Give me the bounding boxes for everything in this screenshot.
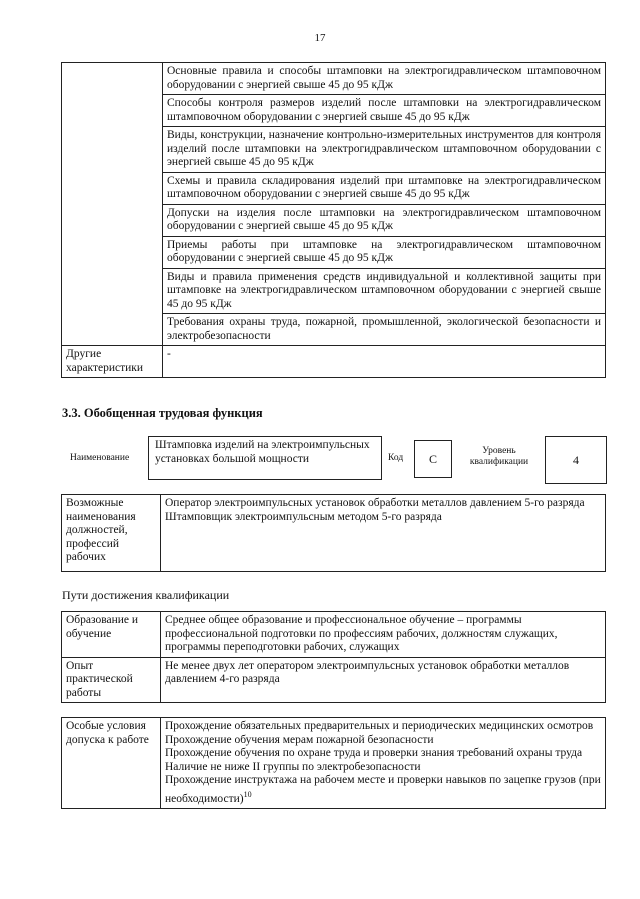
positions-label: Возможные наименования должностей, профессий рабочих [62,495,161,572]
condition-item-text: Прохождение инструктажа на рабочем месте и проверки навыков по зацепке грузов (при необходимости) [165,774,601,805]
table-row [62,657,606,703]
table-cell-empty [62,63,163,346]
name-label: Наименование [70,453,130,463]
table-cell: Схемы и правила складирования изделий при штамповке на электрогидравлическом штамповочном оборудовании с энергией свыше 45 до 95 кДж [163,172,606,204]
table-cell: Виды и правила применения средств индивидуальной и коллективной защиты при штамповке на электрогидравлическом штамповочном оборудовании с энергией свыше 45 до 95 кДж [163,268,606,314]
qualification-paths-title: Пути достижения квалификации [62,588,230,602]
education-value: Среднее общее образование и профессиональное обучение – программы профессиональной подготовки по профессиям рабочих, должностям служащих, программы переподготовки рабочих, служащих [161,612,606,658]
condition-item: Прохождение обучения по охране труда и проверки знания требований охраны труда [165,747,583,759]
positions-values [161,495,606,572]
experience-value: Не менее двух лет оператором электроимпульсных установок обработки металлов давлением 4-го разряда [161,657,606,703]
condition-item: Наличие не ниже II группы по электробезопасности [165,760,421,773]
table-cell: Виды, конструкции, назначение контрольно-измерительных инструментов для контроля изделий после штамповки на электрогидравлическом штамповочном оборудовании с энергией свыше 45 до 95 кДж [163,127,606,173]
other-characteristics-value: - [163,346,606,378]
page-number: 17 [314,32,326,44]
level-box: 4 [545,436,607,484]
position-item: Штамповщик электроимпульсным методом 5-го разряда [165,510,442,523]
education-label: Образование и обучение [62,612,161,658]
table-cell: Приемы работы при штамповке на электрогидравлическом штамповочном оборудовании с энергией свыше 45 до 95 кДж [163,236,606,268]
other-characteristics-label: Другие характеристики [62,346,163,378]
table-row [62,718,606,809]
table-row [62,346,606,378]
position-item: Оператор электроимпульсных установок обработки металлов давлением 5-го разряда [165,497,585,509]
special-conditions-label: Особые условия допуска к работе [62,718,161,809]
table-row [62,612,606,658]
table-cell: Требования охраны труда, пожарной, промышленной, экологической безопасности и электробезопасности [163,314,606,346]
condition-item: Прохождение обучения мерам пожарной безопасности [165,733,434,746]
special-conditions-table [61,717,606,809]
experience-label: Опыт практической работы [62,657,161,703]
section-title: 3.3. Обобщенная трудовая функция [62,406,263,420]
knowledge-table [61,62,606,378]
table-cell: Основные правила и способы штамповки на электрогидравлическом штамповочном оборудовании с энергией свыше 45 до 95 кДж [163,63,606,95]
qualification-table [61,611,606,703]
table-row [62,63,606,95]
condition-item: Прохождение обязательных предварительных и периодических медицинских осмотров [165,720,594,732]
footnote-marker: 10 [243,789,252,799]
special-conditions-values [161,718,606,809]
condition-item [165,774,601,806]
positions-table [61,494,606,572]
table-cell: Способы контроля размеров изделий после штамповки на электрогидравлическом штамповочном оборудовании с энергией свыше 45 до 95 кДж [163,95,606,127]
level-label: Уровень квалификации [469,446,529,467]
code-label: Код [388,453,404,463]
function-name-box: Штамповка изделий на электроимпульсных установках большой мощности [148,436,382,480]
table-cell: Допуски на изделия после штамповки на электрогидравлическом штамповочном оборудовании с энергией свыше 45 до 95 кДж [163,204,606,236]
table-row [62,495,606,572]
code-box: C [414,440,452,478]
